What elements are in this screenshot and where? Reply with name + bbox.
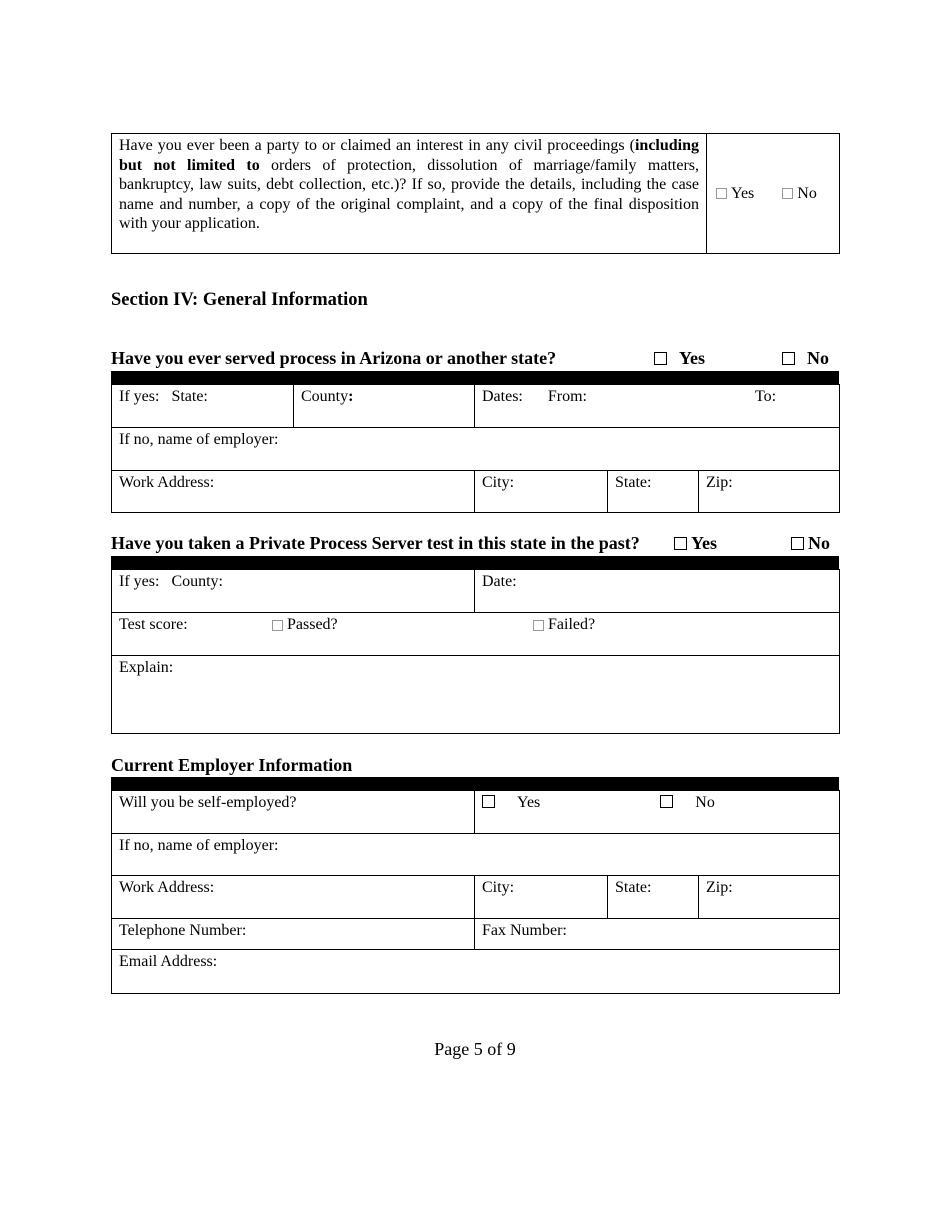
test-failed-option[interactable]: Failed? [533, 615, 595, 635]
self-employed-yes-option[interactable]: Yes [482, 794, 540, 811]
civil-proceedings-answer [707, 134, 840, 254]
test-no-option[interactable]: No [791, 533, 830, 554]
employer-work-address-field[interactable]: Work Address: [112, 876, 475, 919]
employer-email-field[interactable]: Email Address: [112, 950, 840, 994]
served-dates-field[interactable]: Dates: From: To: [475, 385, 840, 428]
employer-table [111, 790, 840, 994]
served-state-field[interactable]: If yes: State: [112, 385, 294, 428]
test-passed-checkbox[interactable] [272, 620, 283, 631]
test-date-field[interactable]: Date: [475, 570, 840, 613]
test-passed-option[interactable]: Passed? [272, 615, 338, 635]
page-number: Page 5 of 9 [434, 1039, 516, 1059]
section-iv-title: Section IV: General Information [111, 290, 368, 310]
test-yes-checkbox[interactable] [674, 537, 687, 550]
served-yes-checkbox[interactable] [654, 352, 667, 365]
served-city-field[interactable]: City: [475, 471, 608, 513]
served-state2-field[interactable]: State: [608, 471, 699, 513]
self-employed-no-checkbox[interactable] [660, 795, 673, 808]
self-employed-label-cell: Will you be self-employed? [112, 791, 475, 834]
civil-no-label: No [797, 184, 817, 202]
served-employer-field[interactable]: If no, name of employer: [112, 428, 840, 471]
civil-yes-label: Yes [731, 184, 755, 202]
served-header-bar [111, 371, 839, 384]
served-process-question: Have you ever served process in Arizona or another state? [111, 348, 557, 368]
employer-city-field[interactable]: City: [475, 876, 608, 919]
served-county-field[interactable]: County: [294, 385, 475, 428]
self-employed-yes-checkbox[interactable] [482, 795, 495, 808]
employer-fax-field[interactable]: Fax Number: [475, 919, 840, 950]
employer-header-bar [111, 777, 839, 790]
civil-no-checkbox[interactable] [782, 188, 793, 199]
civil-proceedings-question: Have you ever been a party to or claimed an interest in any civil proceedings (including but not limited to orders of protection, dissolution of marriage/family matters, bankruptcy, law suits, debt collection, etc.)? If so, provide the details, including the case name and number, a copy of the original complaint, and a copy of the final disposition with your application. [112, 134, 707, 254]
employer-name-field[interactable]: If no, name of employer: [112, 834, 840, 876]
civil-proceedings-table [111, 133, 840, 254]
test-no-checkbox[interactable] [791, 537, 804, 550]
test-score-field: Test score: Passed? Failed? [112, 613, 840, 656]
served-yes-option[interactable]: Yes [654, 348, 705, 369]
served-no-option[interactable]: No [782, 348, 829, 369]
served-process-table [111, 384, 840, 513]
employer-telephone-field[interactable]: Telephone Number: [112, 919, 475, 950]
served-to-label: To: [755, 388, 777, 405]
served-no-checkbox[interactable] [782, 352, 795, 365]
self-employed-options [475, 791, 840, 834]
served-zip-field[interactable]: Zip: [699, 471, 840, 513]
test-question: Have you taken a Private Process Server test in this state in the past? [111, 533, 640, 553]
employer-section-title: Current Employer Information [111, 755, 353, 775]
employer-zip-field[interactable]: Zip: [699, 876, 840, 919]
test-table [111, 569, 840, 734]
self-employed-no-option[interactable]: No [660, 794, 715, 811]
civil-yes-checkbox[interactable] [716, 188, 727, 199]
test-header-bar [111, 556, 839, 569]
bold-phrase: including but not limited to [119, 137, 699, 174]
test-failed-checkbox[interactable] [533, 620, 544, 631]
test-county-field[interactable]: If yes: County: [112, 570, 475, 613]
test-yes-option[interactable]: Yes [674, 533, 717, 554]
employer-state-field[interactable]: State: [608, 876, 699, 919]
test-explain-field[interactable]: Explain: [112, 656, 840, 734]
served-work-address-field[interactable]: Work Address: [112, 471, 475, 513]
